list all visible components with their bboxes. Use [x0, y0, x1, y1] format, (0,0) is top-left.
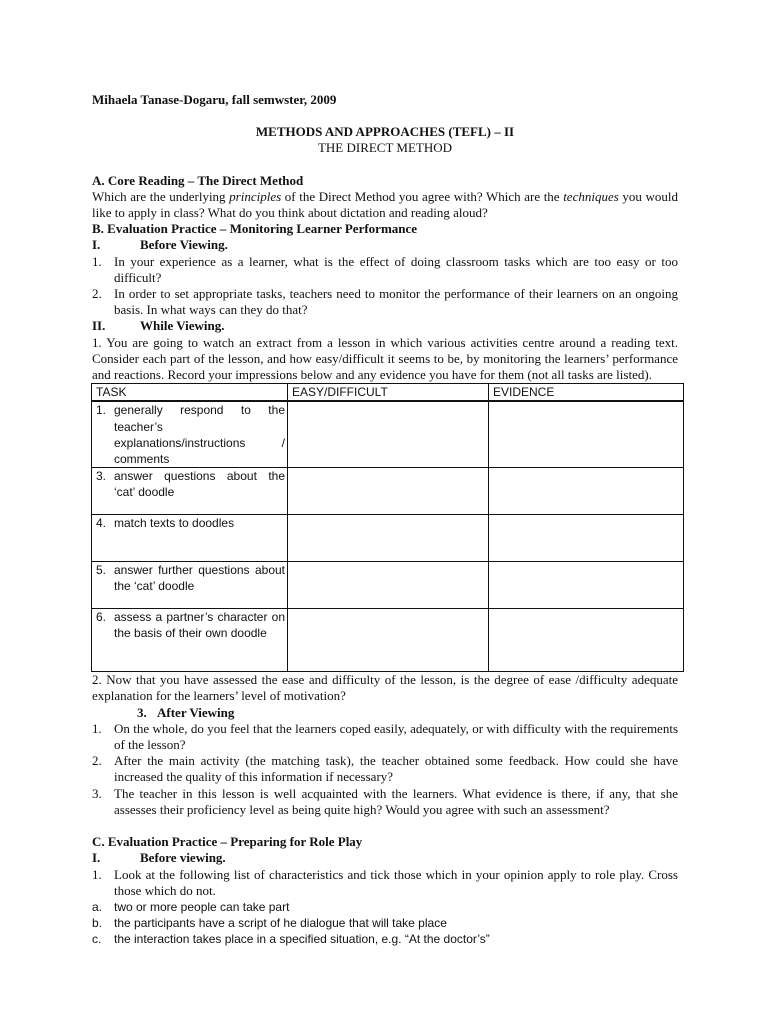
table-row: 1. generally respond to the teacher’s explanations/instructions / comments [92, 401, 684, 467]
list-item: 2. After the main activity (the matching task), the teacher obtained some feedback. How could she have increased the quality of this information if necessary? [92, 753, 678, 785]
easy-difficult-cell[interactable] [288, 562, 489, 609]
before-viewing-list [92, 254, 678, 319]
table-header-task: TASK [92, 384, 288, 402]
document-title: METHODS AND APPROACHES (TEFL) – II [255, 124, 515, 140]
section-c-heading: C. Evaluation Practice – Preparing for Role Play [92, 834, 363, 850]
evidence-cell[interactable] [489, 562, 684, 609]
table-header-easy-difficult: EASY/DIFFICULT [288, 384, 489, 402]
task-table [91, 383, 684, 672]
evidence-cell[interactable] [489, 515, 684, 562]
table-header-evidence: EVIDENCE [489, 384, 684, 402]
before-viewing-heading: I. Before Viewing. [92, 237, 228, 253]
author-line: Mihaela Tanase-Dogaru, fall semwster, 2009 [92, 92, 337, 107]
easy-difficult-cell[interactable] [288, 609, 489, 672]
list-item: 3. The teacher in this lesson is well acquainted with the learners. What evidence is there, if any, that she assesses their proficiency level as being quite high? Would you agree with such an assessment? [92, 785, 678, 817]
list-item: b. the participants have a script of he dialogue that will take place [92, 916, 447, 931]
list-item: a. two or more people can take part [92, 899, 290, 914]
while-viewing-question-2: 2. Now that you have assessed the ease and difficulty of the lesson, is the degree of ease /difficulty adequate explanation for the learners’ level of motivation? [92, 672, 678, 704]
while-viewing-heading: II. While Viewing. [92, 318, 225, 334]
document-page [92, 92, 678, 948]
role-play-list [92, 867, 678, 899]
characteristics-list [92, 899, 678, 948]
easy-difficult-cell[interactable] [288, 468, 489, 515]
table-row: 4. match texts to doodles [92, 515, 684, 562]
easy-difficult-cell[interactable] [288, 515, 489, 562]
list-item: 1. On the whole, do you feel that the learners coped easily, adequately, or with difficulty with the requirements of the lesson? [92, 720, 678, 753]
while-viewing-intro: 1. You are going to watch an extract from a lesson in which various activities centre around a reading text. Consider each part of the lesson, and how easy/difficult it seems to be, by monitoring the learners’ performance and reactions. Record your impressions below and any evidence you have for them (not all tasks are listed). [92, 334, 678, 383]
section-a-text: Which are the underlying principles of the Direct Method you agree with? Which are the techniques you would like to apply in class? What do you think about dictation and reading aloud? [92, 188, 678, 221]
table-row: 6. assess a partner’s character on the basis of their own doodle [92, 609, 684, 672]
evidence-cell[interactable] [489, 609, 684, 672]
role-play-before-viewing-heading: I. Before viewing. [92, 850, 226, 866]
after-viewing-list [92, 721, 678, 818]
list-item: c. the interaction takes place in a specified situation, e.g. “At the doctor’s” [92, 932, 490, 947]
table-row: 3. answer questions about the ‘cat’ doodle [92, 468, 684, 515]
list-item: 2. In order to set appropriate tasks, teachers need to monitor the performance of their learners on an ongoing basis. In what ways can they do that? [92, 286, 678, 318]
list-item: 1. Look at the following list of characteristics and tick those which in your opinion apply to role play. Cross those which do not. [92, 866, 678, 898]
table-row: 5. answer further questions about the ‘cat’ doodle [92, 562, 684, 609]
easy-difficult-cell[interactable] [288, 401, 489, 467]
list-item: 1. In your experience as a learner, what is the effect of doing classroom tasks which are too easy or too difficult? [92, 253, 678, 285]
evidence-cell[interactable] [489, 468, 684, 515]
after-viewing-heading: 3. After Viewing [137, 704, 235, 720]
section-b-heading: B. Evaluation Practice – Monitoring Learner Performance [92, 221, 418, 237]
evidence-cell[interactable] [489, 401, 684, 467]
document-subtitle: THE DIRECT METHOD [317, 140, 453, 156]
section-a-heading: A. Core Reading – The Direct Method [92, 172, 304, 188]
